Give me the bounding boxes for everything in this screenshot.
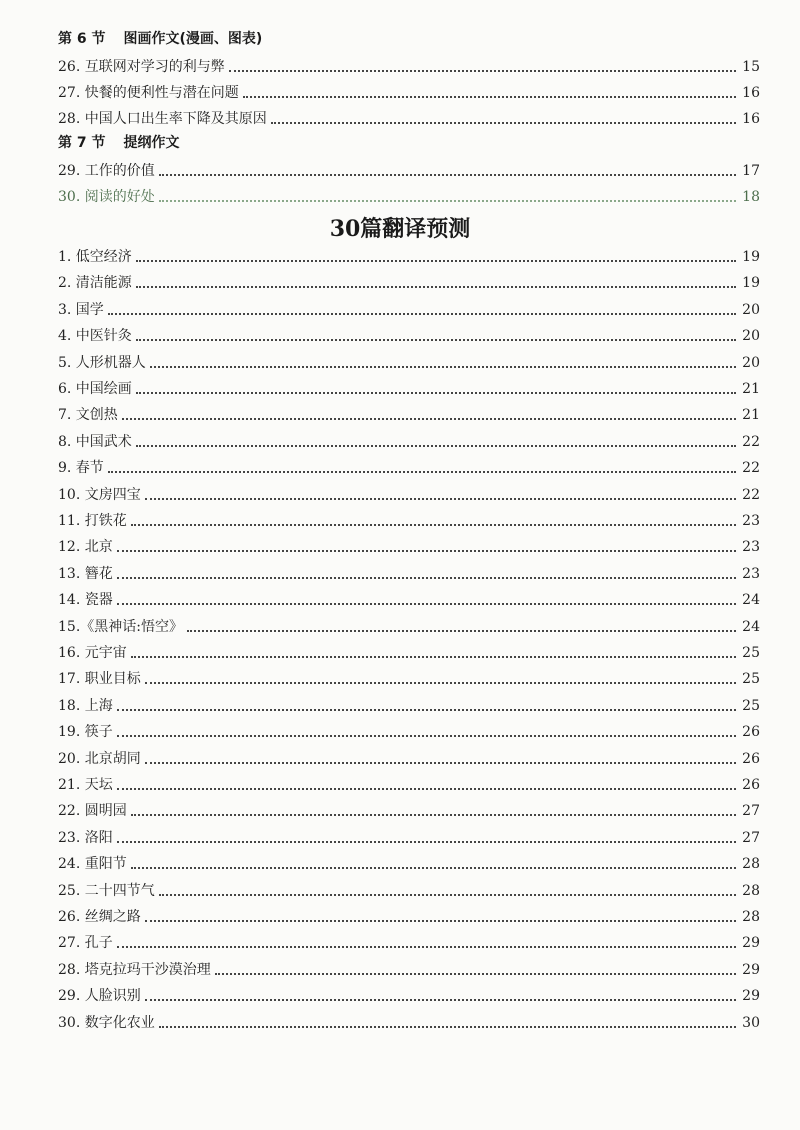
toc-entry[interactable] bbox=[58, 182, 760, 206]
entry-title: 20. 北京胡同 bbox=[58, 750, 141, 767]
entry-title: 22. 圆明园 bbox=[58, 803, 127, 820]
entry-title: 26. 互联网对学习的利与弊 bbox=[58, 59, 225, 75]
toc-entry[interactable] bbox=[58, 664, 760, 688]
toc-entry[interactable] bbox=[58, 268, 760, 292]
entry-title: 21. 天坛 bbox=[58, 777, 113, 793]
entry-title: 5. 人形机器人 bbox=[58, 354, 146, 371]
toc-entry[interactable] bbox=[58, 691, 760, 715]
toc-entry[interactable] bbox=[58, 638, 760, 662]
section-7-heading bbox=[58, 128, 180, 152]
entry-page: 26 bbox=[742, 777, 760, 793]
entry-title: 1. 低空经济 bbox=[58, 249, 132, 265]
entry-title: 12. 北京 bbox=[58, 539, 113, 556]
dot-leader bbox=[117, 603, 736, 605]
dot-leader bbox=[117, 709, 736, 711]
entry-title: 27. 快餐的便利性与潜在问题 bbox=[58, 85, 239, 101]
toc-entry[interactable] bbox=[58, 78, 760, 102]
entry-title: 4. 中医针灸 bbox=[58, 328, 132, 345]
entry-title: 29. 人脸识别 bbox=[58, 988, 141, 1005]
dot-leader bbox=[117, 577, 736, 579]
entry-page: 26 bbox=[742, 724, 760, 741]
entry-title: 11. 打铁花 bbox=[58, 513, 127, 529]
entry-title: 13. 簪花 bbox=[58, 565, 113, 582]
dot-leader bbox=[136, 260, 736, 262]
toc-entry[interactable] bbox=[58, 585, 760, 609]
entry-page: 26 bbox=[742, 750, 760, 767]
entry-page: 25 bbox=[742, 697, 760, 714]
toc-entry[interactable] bbox=[58, 506, 760, 530]
entry-title: 19. 筷子 bbox=[58, 724, 113, 741]
toc-entry[interactable] bbox=[58, 823, 760, 847]
toc-entry[interactable] bbox=[58, 1008, 760, 1032]
dot-leader bbox=[131, 814, 736, 816]
toc-entry[interactable] bbox=[58, 242, 760, 266]
entry-page: 24 bbox=[742, 592, 760, 609]
dot-leader bbox=[131, 656, 736, 658]
entry-page: 22 bbox=[742, 433, 760, 450]
section-6-number: 第 6 节 bbox=[58, 31, 106, 47]
dot-leader bbox=[215, 973, 736, 975]
entry-page: 20 bbox=[742, 354, 760, 371]
entry-title: 25. 二十四节气 bbox=[58, 882, 155, 899]
dot-leader bbox=[108, 313, 736, 315]
dot-leader bbox=[145, 498, 736, 500]
dot-leader bbox=[136, 286, 736, 288]
entry-title: 30. 数字化农业 bbox=[58, 1014, 155, 1031]
entry-page: 16 bbox=[742, 111, 760, 127]
entry-title: 10. 文房四宝 bbox=[58, 486, 141, 503]
dot-leader bbox=[108, 471, 736, 473]
toc-entry[interactable] bbox=[58, 480, 760, 504]
dot-leader bbox=[131, 524, 736, 526]
dot-leader bbox=[136, 339, 736, 341]
dot-leader bbox=[117, 550, 736, 552]
entry-page: 21 bbox=[742, 381, 760, 397]
entry-title: 28. 塔克拉玛干沙漠治理 bbox=[58, 961, 211, 978]
entry-title: 7. 文创热 bbox=[58, 407, 118, 424]
dot-leader bbox=[136, 392, 736, 394]
entry-title: 14. 瓷器 bbox=[58, 592, 113, 609]
entry-title: 3. 国学 bbox=[58, 301, 104, 318]
toc-entry[interactable] bbox=[58, 902, 760, 926]
dot-leader bbox=[145, 682, 736, 684]
entry-page: 20 bbox=[742, 301, 760, 318]
entry-page: 27 bbox=[742, 829, 760, 846]
entry-page: 28 bbox=[742, 882, 760, 899]
dot-leader bbox=[117, 841, 736, 843]
entry-page: 23 bbox=[742, 539, 760, 556]
entry-title: 26. 丝绸之路 bbox=[58, 909, 141, 925]
entry-page: 28 bbox=[742, 856, 760, 873]
entry-page: 22 bbox=[742, 486, 760, 503]
dot-leader bbox=[159, 174, 736, 176]
entry-title: 16. 元宇宙 bbox=[58, 645, 127, 661]
entry-page: 23 bbox=[742, 565, 760, 582]
entry-page: 27 bbox=[742, 803, 760, 820]
section-7-title: 提纲作文 bbox=[123, 135, 180, 151]
dot-leader bbox=[145, 920, 736, 922]
entry-page: 28 bbox=[742, 909, 760, 925]
entry-page: 22 bbox=[742, 460, 760, 477]
entry-title: 30. 阅读的好处 bbox=[58, 189, 155, 205]
toc-entry[interactable] bbox=[58, 981, 760, 1005]
toc-entry[interactable] bbox=[58, 453, 760, 477]
toc-entry[interactable] bbox=[58, 321, 760, 345]
section-6-title: 图画作文(漫画、图表) bbox=[123, 31, 263, 47]
entry-title: 8. 中国武术 bbox=[58, 433, 132, 450]
toc-entry[interactable] bbox=[58, 400, 760, 424]
entry-title: 6. 中国绘画 bbox=[58, 381, 132, 397]
toc-entry[interactable] bbox=[58, 955, 760, 979]
entry-page: 19 bbox=[742, 275, 760, 292]
entry-page: 30 bbox=[742, 1014, 760, 1031]
toc-entry[interactable] bbox=[58, 427, 760, 451]
dot-leader bbox=[150, 366, 736, 368]
dot-leader bbox=[145, 762, 736, 764]
entry-page: 29 bbox=[742, 961, 760, 978]
entry-title: 2. 清洁能源 bbox=[58, 275, 132, 292]
entry-page: 21 bbox=[742, 407, 760, 424]
entry-page: 19 bbox=[742, 249, 760, 265]
dot-leader bbox=[243, 96, 736, 98]
entry-title: 24. 重阳节 bbox=[58, 856, 127, 873]
entry-page: 25 bbox=[742, 671, 760, 688]
toc-entry[interactable] bbox=[58, 156, 760, 180]
toc-entry[interactable] bbox=[58, 876, 760, 900]
toc-entry[interactable] bbox=[58, 104, 760, 128]
toc-entry[interactable] bbox=[58, 612, 760, 636]
entry-title: 28. 中国人口出生率下降及其原因 bbox=[58, 111, 267, 127]
toc-entry[interactable] bbox=[58, 796, 760, 820]
dot-leader bbox=[187, 630, 736, 632]
dot-leader bbox=[117, 946, 736, 948]
entry-page: 18 bbox=[742, 189, 760, 205]
toc-entry[interactable] bbox=[58, 374, 760, 398]
entry-title: 15.《黑神话:悟空》 bbox=[58, 618, 183, 635]
dot-leader bbox=[145, 999, 736, 1001]
toc-entry[interactable] bbox=[58, 744, 760, 768]
toc-entry[interactable] bbox=[58, 717, 760, 741]
entry-page: 25 bbox=[742, 645, 760, 661]
entry-page: 16 bbox=[742, 85, 760, 101]
toc-entry[interactable] bbox=[58, 532, 760, 556]
toc-entry[interactable] bbox=[58, 348, 760, 372]
entry-page: 20 bbox=[742, 328, 760, 345]
dot-leader bbox=[122, 418, 736, 420]
dot-leader bbox=[229, 70, 736, 72]
entry-title: 29. 工作的价值 bbox=[58, 163, 155, 179]
translation-section-title: 30篇翻译预测 bbox=[329, 216, 471, 242]
toc-entry[interactable] bbox=[58, 849, 760, 873]
dot-leader bbox=[131, 867, 736, 869]
entry-page: 29 bbox=[742, 988, 760, 1005]
entry-title: 27. 孔子 bbox=[58, 935, 113, 952]
entry-page: 29 bbox=[742, 935, 760, 952]
toc-entry[interactable] bbox=[58, 770, 760, 794]
dot-leader bbox=[117, 735, 736, 737]
dot-leader bbox=[159, 200, 736, 202]
toc-entry[interactable] bbox=[58, 295, 760, 319]
toc-entry[interactable] bbox=[58, 559, 760, 583]
dot-leader bbox=[117, 788, 736, 790]
entry-title: 17. 职业目标 bbox=[58, 671, 141, 688]
toc-entry[interactable] bbox=[58, 928, 760, 952]
dot-leader bbox=[271, 122, 736, 124]
entry-page: 17 bbox=[742, 163, 760, 179]
section-6-heading bbox=[58, 24, 262, 48]
dot-leader bbox=[136, 445, 736, 447]
toc-entry[interactable] bbox=[58, 52, 760, 76]
entry-title: 23. 洛阳 bbox=[58, 829, 113, 846]
section-7-number: 第 7 节 bbox=[58, 135, 106, 151]
entry-page: 23 bbox=[742, 513, 760, 529]
entry-title: 9. 春节 bbox=[58, 460, 104, 477]
dot-leader bbox=[159, 894, 736, 896]
entry-page: 15 bbox=[742, 59, 760, 75]
entry-page: 24 bbox=[742, 618, 760, 635]
dot-leader bbox=[159, 1026, 736, 1028]
entry-title: 18. 上海 bbox=[58, 697, 113, 714]
